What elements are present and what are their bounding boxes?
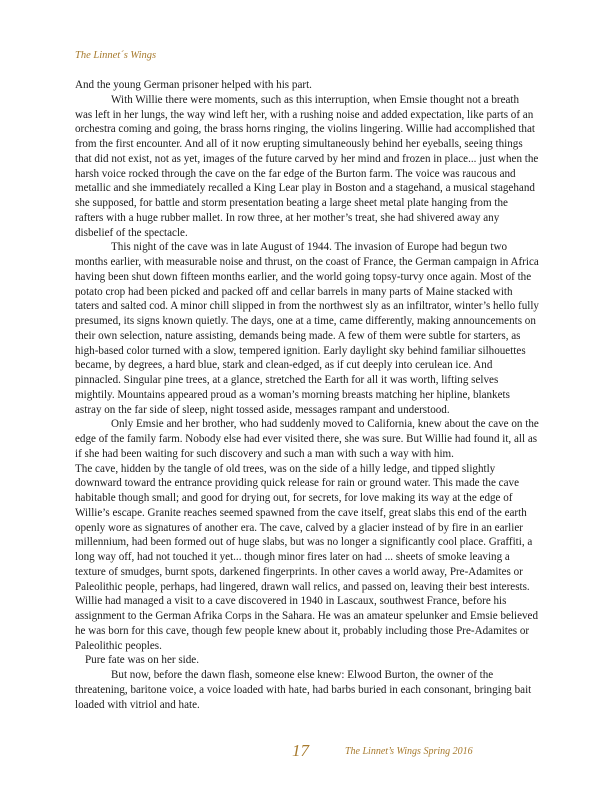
paragraph-1: And the young German prisoner helped with his part. — [75, 79, 312, 91]
footer-publication-title: The Linnet’s Wings Spring 2016 — [345, 746, 473, 757]
page-number: 17 — [292, 741, 309, 760]
paragraph-5: The cave, hidden by the tangle of old trees, was on the side of a hilly ledge, and tipped slightly downward toward the entrance providing quick release for rain or ground water. This made the cave habitable though small; and good for drying out, for secrets, for love making its way at the edge of Willie’s escape. Granite reaches seemed spawned from the cave itself, great slabs this end of the earth openly wore as signatures of another era. The cave, calved by a glacier instead of by fire in an earlier millennium, had been formed out of huge slabs, but was no longer a significantly cool place. Graffiti, a long way off, had not touched it yet... though minor fires later on had ... sheets of smoke leaving a texture of smudges, burnt spots, darkened fingerprints. In other caves a world away, Pre-Adamites or Paleolithic people, perhaps, had lingered, drawn wall relics, and passed on, leaving their best interests. Willie had managed a visit to a cave discovered in 1940 in Lascaux, southwest France, before his assignment to the German Afrika Corps in the Sahara. He was an amateur spelunker and Emsie believed he was born for this cave, though few people knew about it, probably including those Pre-Adamites or Paleolithic peoples. — [75, 462, 539, 652]
paragraph-4: Only Emsie and her brother, who had suddenly moved to California, knew about the cave on the edge of the family farm. Nobody else had ever visited there, she was sure. But Willie had found it, all as if she had been waiting for such discovery and such a man with such a way with him. — [75, 418, 539, 460]
paragraph-2: With Willie there were moments, such as this interruption, when Emsie thought not a breath was left in her lungs, the way wind left her, with a rushing noise and added expectation, like parts of an orchestra coming and going, the brass horns ringing, the violins lingering. Willie had accomplished that from the first encounter. And all of it now erupting simultaneously behind her eyeballs, seeing things that did not exist, not as yet, images of the future carved by her mind and frozen in place... just when the harsh voice rocked through the cave on the far edge of the Burton farm. The voice was raucous and metallic and she immediately recalled a King Lear play in Boston and a stagehand, a musical stagehand she supposed, for battle and storm presentation beating a large sheet metal plate hanging from the rafters with a huge rubber mallet. In row three, at her mother’s treat, she had shivered away any disbelief of the spectacle. — [75, 93, 539, 239]
paragraph-3: This night of the cave was in late August of 1944. The invasion of Europe had begun two months earlier, with measurable noise and thrust, on the coast of France, the German campaign in Africa having been shut down fifteen months earlier, and the world going topsy-turvy once again. Most of the potato crop had been picked and packed off and cellar barrels in many parts of Maine stacked with taters and salted cod. A minor chill slipped in from the northwest sly as an infiltrator, winter’s hello fully presumed, its signs known quietly. The days, one at a time, came differently, making announcements on their own selection, nature assisting, demands being made. A few of them were subtle for starters, as high-based color turned with a slow, tempered ignition. Early daylight sky behind familiar silhouettes became, by degrees, a hard blue, stark and clean-edged, as if cut deeply into cerulean ice. And pinnacled. Singular pine trees, at a glance, stretched the Earth for all it was worth, lifting selves mightily. Mountains appeared proud as a woman’s morning breasts matching her hipline, blankets astray on the far side of sleep, night tossed aside, messages rampant and understood. — [75, 241, 539, 416]
running-header-title: The Linnet´s Wings — [75, 50, 157, 61]
article-body — [75, 78, 539, 712]
paragraph-6: Pure fate was on her side. — [85, 654, 199, 667]
paragraph-7: But now, before the dawn flash, someone else knew: Elwood Burton, the owner of the threatening, baritone voice, a voice loaded with hate, had barbs buried in each consonant, bringing bait loaded with vitriol and hate. — [75, 669, 532, 711]
